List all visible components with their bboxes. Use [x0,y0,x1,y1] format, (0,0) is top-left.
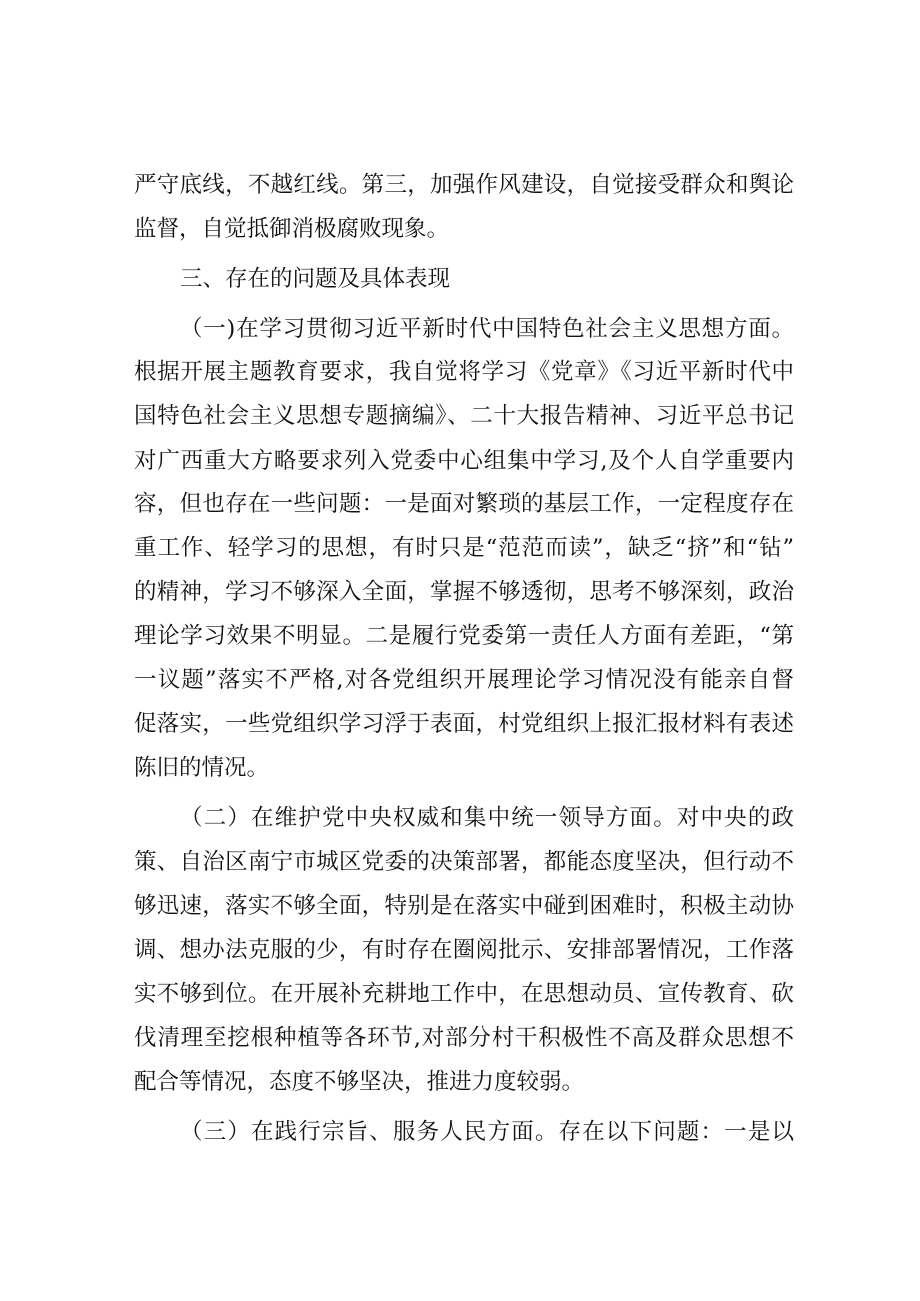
text-line: 监督，自觉抵御消极腐败现象。 [134,216,450,242]
text-line: 根据开展主题教育要求，我自觉将学习《党章》《习近平新时代中 [134,359,794,385]
text-line: 国特色社会主义思想专题摘编》、二十大报告精神、习近平总书记 [134,403,794,429]
text-line: 够迅速，落实不够全面，特别是在落实中碰到困难时，积极主动协 [134,893,794,919]
paragraph-heading: （三）在践行宗旨、服务人民方面。存在以下问题：一是以 [180,1119,794,1145]
text-line: 重工作、轻学习的思想，有时只是“范范而读”，缺乏“挤”和“钻” [134,535,794,561]
text-line: 容，但也存在一些问题：一是面对繁琐的基层工作，一定程度存在 [134,491,794,517]
text-line: 一议题”落实不严格,对各党组织开展理论学习情况没有能亲自督 [134,667,794,693]
text-line: 陈旧的情况。 [134,755,270,781]
paragraph-heading: （一)在学习贯彻习近平新时代中国特色社会主义思想方面。 [180,316,794,342]
text-line: 实不够到位。在开展补充耕地工作中，在思想动员、宣传教育、砍 [134,981,794,1007]
text-line: 理论学习效果不明显。二是履行党委第一责任人方面有差距，“第 [134,623,794,649]
text-line: 伐清理至挖根种植等各环节,对部分村干积极性不高及群众思想不 [134,1025,794,1051]
text-line: 的精神，学习不够深入全面，掌握不够透彻，思考不够深刻，政治 [134,579,794,605]
text-line: 对广西重大方略要求列入党委中心组集中学习,及个人自学重要内 [134,448,794,474]
section-heading: 三、存在的问题及具体表现 [180,266,451,292]
text-line: 调、想办法克服的少，有时存在圈阅批示、安排部署情况，工作落 [134,937,794,963]
text-line: 促落实，一些党组织学习浮于表面，村党组织上报汇报材料有表述 [134,711,794,737]
text-line: 配合等情况，态度不够坚决，推进力度较弱。 [134,1069,585,1095]
paragraph-heading: （二）在维护党中央权威和集中统一领导方面。对中央的政 [180,805,794,831]
text-line: 策、自治区南宁市城区党委的决策部署，都能态度坚决，但行动不 [134,849,794,875]
text-line: 严守底线，不越红线。第三，加强作风建设，自觉接受群众和舆论 [134,172,794,198]
